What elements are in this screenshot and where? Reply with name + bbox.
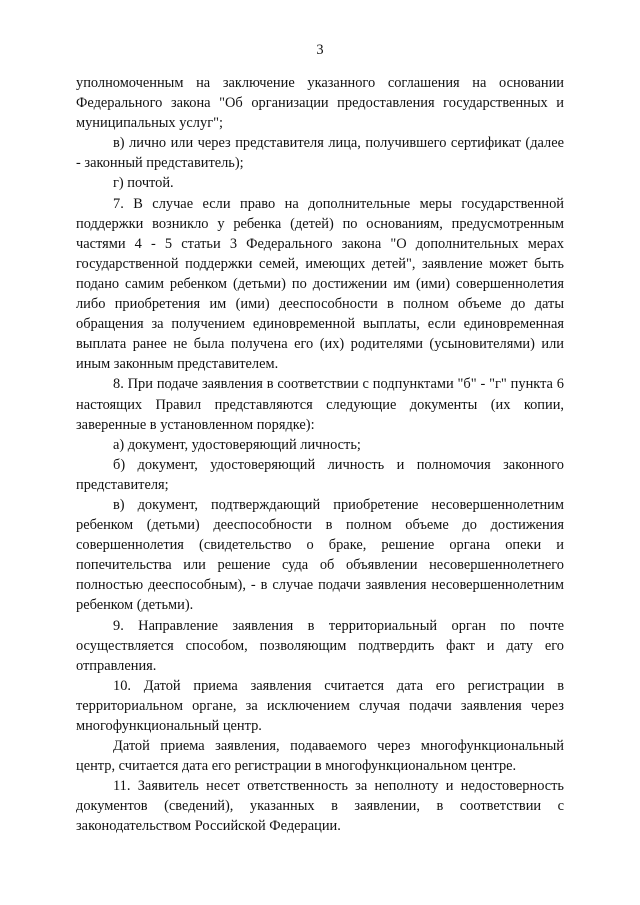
paragraph-clause-10: 10. Датой приема заявления считается дата его регистрации в территориальном органе, за исключением случая подачи заявления через многофункциональный центр. xyxy=(76,677,564,734)
paragraph-item-g: г) почтой. xyxy=(113,175,174,192)
paragraph-clause-8: 8. При подаче заявления в соответствии с подпунктами "б" - "г" пункта 6 настоящих Правил представляются следующие документы (их копии, заверенные в установленном порядке): xyxy=(76,376,564,433)
paragraph-clause-9: 9. Направление заявления в территориальный орган по почте осуществляется способом, позволяющим подтвердить факт и дату его отправления. xyxy=(76,617,564,674)
paragraph-item-v2: в) документ, подтверждающий приобретение несовершеннолетним ребенком (детьми) дееспособности в полном объеме до достижения совершеннолетия (свидетельство о браке, решение органа опеки и попечительства или решение суда об объявлении несовершеннолетнего полностью дееспособным), - в случае подачи заявления несовершеннолетним ребенком (детьми). xyxy=(76,496,564,614)
paragraph-continuation: уполномоченным на заключение указанного соглашения на основании Федерального закона "Об организации предоставления государственных и муниципальных услуг"; xyxy=(76,75,564,132)
page-number: 3 xyxy=(316,42,324,58)
paragraph-clause-10-cont: Датой приема заявления, подаваемого через многофункциональный центр, считается дата его регистрации в многофункциональном центре. xyxy=(76,738,564,775)
document-body xyxy=(76,73,564,837)
paragraph-clause-7: 7. В случае если право на дополнительные меры государственной поддержки возникло у ребенка (детей) по основаниям, предусмотренным частями 4 - 5 статьи 3 Федерального закона "О дополнительных мерах государственной поддержки семей, имеющих детей", заявление может быть подано самим ребенком (детьми) по достижении им (ими) совершеннолетия либо приобретения им (ими) дееспособности в полном объеме до даты обращения за получением единовременной выплаты, если единовременная выплата ранее не была получена его (их) родителями (усыновителями) или иным законным представителем. xyxy=(76,195,564,373)
paragraph-clause-11: 11. Заявитель несет ответственность за неполноту и недостоверность документов (сведений), указанных в заявлении, в соответствии с законодательством Российской Федерации. xyxy=(76,778,564,835)
paragraph-item-b: б) документ, удостоверяющий личность и полномочия законного представителя; xyxy=(76,456,564,493)
paragraph-item-a: а) документ, удостоверяющий личность; xyxy=(113,436,361,453)
paragraph-item-v: в) лично или через представителя лица, получившего сертификат (далее - законный представитель); xyxy=(76,135,564,172)
